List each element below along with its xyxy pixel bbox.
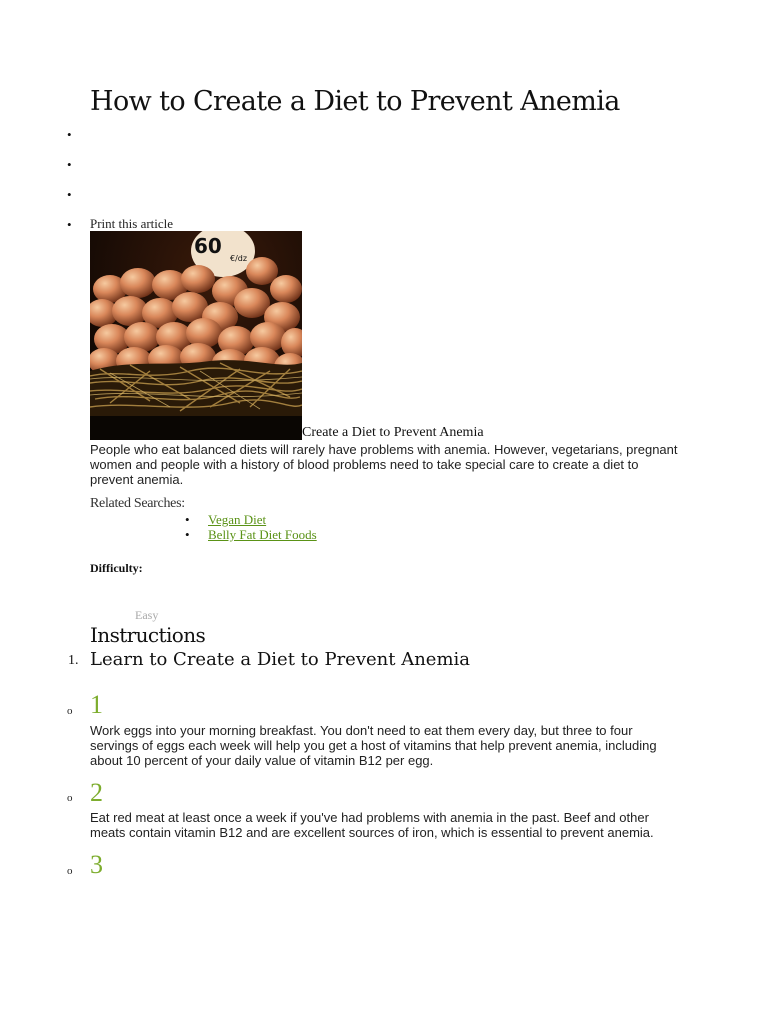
image-caption: Create a Diet to Prevent Anemia xyxy=(302,425,484,440)
bullet-print: • xyxy=(67,217,72,232)
step-bullet-1: o xyxy=(67,705,73,717)
svg-text:€/dz: €/dz xyxy=(230,254,248,263)
step-number-1: 1 xyxy=(90,690,103,719)
intro-paragraph: People who eat balanced diets will rarely have problems with anemia. However, vegetarians, pregnant women and people with a history of blood problems need to take special care to create a diet to prevent anemia. xyxy=(90,442,678,487)
related-searches-label: Related Searches: xyxy=(90,496,185,511)
section-title: Learn to Create a Diet to Prevent Anemia xyxy=(90,649,470,670)
bullet-empty-3: • xyxy=(67,187,72,202)
related-link-belly-fat-diet-foods[interactable]: Belly Fat Diet Foods xyxy=(208,527,317,542)
list-item xyxy=(185,512,317,527)
step-text-2: Eat red meat at least once a week if you've had problems with anemia in the past. Beef and other meats contain vitamin B12 and are excellent sources of iron, which is essential to prevent anemia. xyxy=(90,810,654,840)
eggs-photo xyxy=(90,231,302,440)
step-bullet-2: o xyxy=(67,792,73,804)
list-item xyxy=(185,527,317,542)
print-article-link[interactable]: Print this article xyxy=(90,216,174,231)
step-number-2: 2 xyxy=(90,778,103,807)
difficulty-value: Easy xyxy=(135,608,159,622)
related-searches-list xyxy=(185,512,317,542)
difficulty-label: Difficulty: xyxy=(90,561,143,575)
step-text-1: Work eggs into your morning breakfast. You don't need to eat them every day, but three to four servings of eggs each week will help you get a host of vitamins that help prevent anemia, including about 10 percent of your daily value of vitamin B12 per egg. xyxy=(90,723,657,768)
price-tag-text: 60 xyxy=(194,234,222,258)
section-number: 1. xyxy=(68,653,79,668)
step-bullet-3: o xyxy=(67,865,73,877)
step-number-3: 3 xyxy=(90,850,103,879)
related-link-vegan-diet[interactable]: Vegan Diet xyxy=(208,512,267,527)
bullet-empty-2: • xyxy=(67,157,72,172)
page-title: How to Create a Diet to Prevent Anemia xyxy=(90,86,620,117)
bullet-empty-1: • xyxy=(67,127,72,142)
instructions-heading: Instructions xyxy=(90,623,206,647)
